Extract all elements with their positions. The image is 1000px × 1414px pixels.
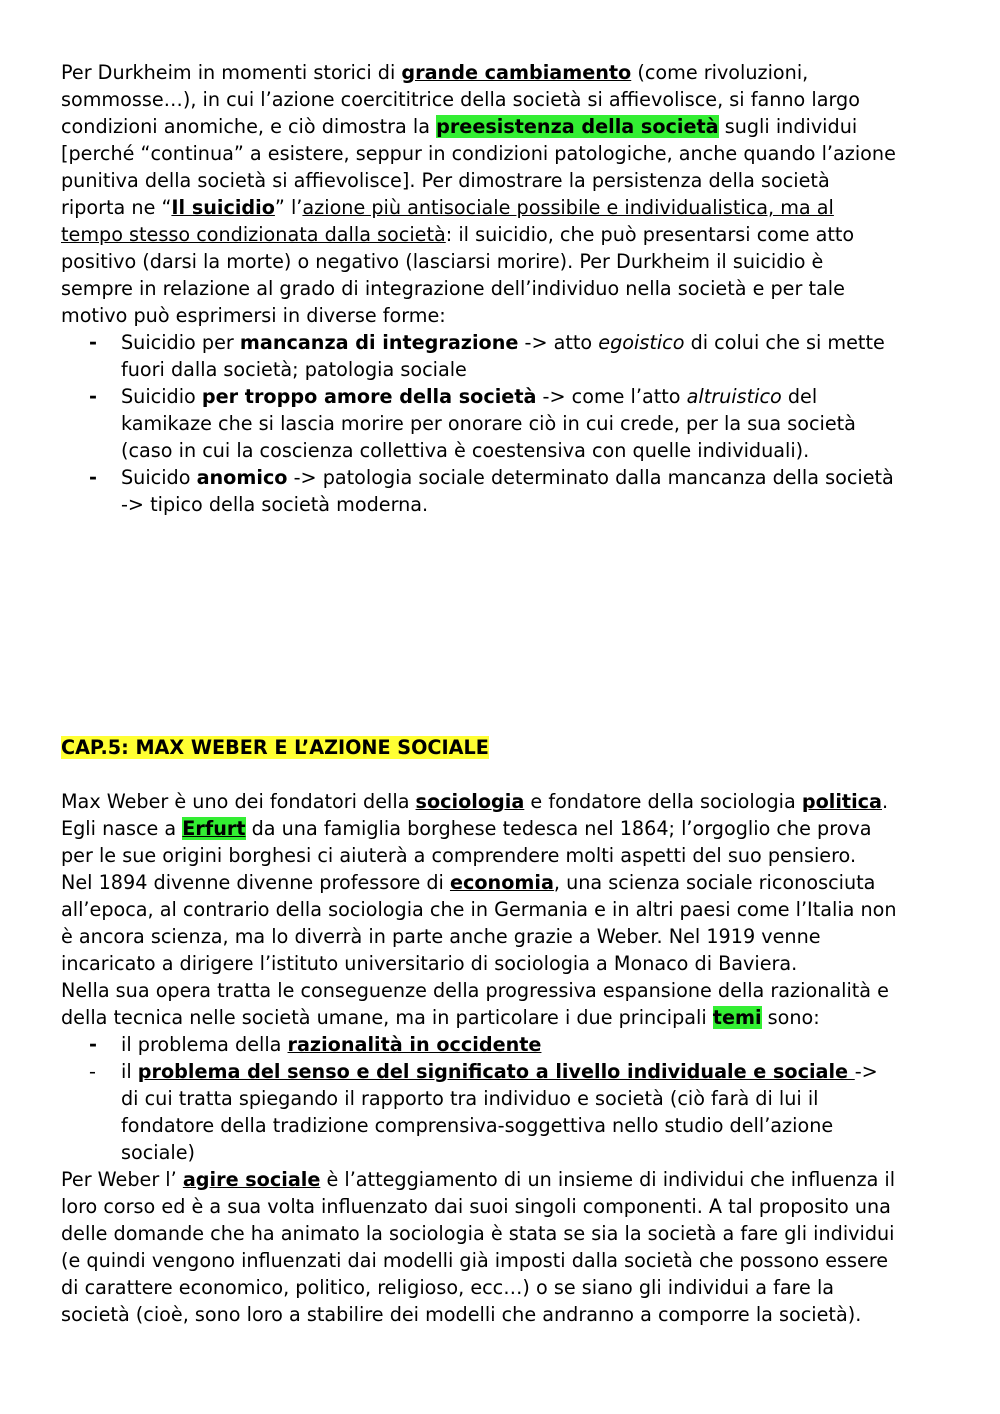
text-line: è ancora scienza, ma lo diverrà in parte anche grazie a Weber. Nel 1919 venne	[61, 925, 821, 948]
text-line	[61, 1004, 946, 1031]
text-line: positivo (darsi la morte) o negativo (lasciarsi morire). Per Durkheim il suicidio è	[61, 250, 824, 273]
italic-text: egoistico	[598, 331, 685, 354]
list-item	[61, 383, 946, 464]
text-line: di carattere economico, politico, religioso, ecc…) o se siano gli individui a fare la	[61, 1276, 835, 1299]
text-line	[121, 1031, 946, 1058]
text: il problema della	[121, 1033, 288, 1056]
underlined-text: azione più antisociale possibile e individualistica, ma al	[302, 196, 834, 219]
emphasis-economia: economia	[449, 871, 554, 894]
chapter-heading	[61, 734, 946, 761]
text-line: sommosse…), in cui l’azione coercititrice della società si affievolisce, si fanno largo	[61, 88, 860, 111]
text: ” l’	[274, 196, 303, 219]
text: -> come l’atto	[536, 385, 687, 408]
bullet-marker: -	[89, 331, 97, 354]
text-line	[61, 815, 946, 842]
paragraph-agire-sociale	[61, 1166, 946, 1328]
chapter-title: CAP.5: MAX WEBER E L’AZIONE SOCIALE	[61, 736, 489, 759]
paragraph-durkheim	[61, 59, 946, 329]
emphasis-razionalita: razionalità in occidente	[287, 1033, 542, 1056]
text: Suicidio	[121, 385, 202, 408]
text-line	[61, 869, 946, 896]
text: Suicidio per	[121, 331, 240, 354]
text-line: motivo può esprimersi in diverse forme:	[61, 304, 446, 327]
text: Egli nasce a	[61, 817, 183, 840]
emphasis-il-suicidio: Il suicidio	[171, 196, 275, 219]
text-line: (e quindi vengono influenzati dai modelli già imposti dalla società che possono essere	[61, 1249, 889, 1272]
text: condizioni anomiche, e ciò dimostra la	[61, 115, 437, 138]
list-item	[61, 1058, 946, 1166]
text-line	[121, 464, 946, 491]
italic-text: altruistico	[686, 385, 782, 408]
text-line: Nella sua opera tratta le conseguenze della progressiva espansione della razionalità e	[61, 979, 889, 1002]
text-line	[61, 1166, 946, 1193]
durkheim-section	[61, 59, 946, 518]
text-line	[61, 194, 946, 221]
text-line: fuori dalla società; patologia sociale	[121, 358, 467, 381]
text-line: -> tipico della società moderna.	[121, 493, 429, 516]
bold-text: mancanza di integrazione	[239, 331, 519, 354]
text: -> atto	[518, 331, 599, 354]
text: del	[781, 385, 818, 408]
text: .	[882, 790, 889, 813]
list-item	[61, 329, 946, 383]
text: (come rivoluzioni,	[631, 61, 809, 84]
bullet-marker: -	[89, 1033, 97, 1056]
text-line: sociale)	[121, 1141, 195, 1164]
bullet-marker: -	[89, 1060, 96, 1083]
text-line	[61, 59, 946, 86]
text-line	[61, 788, 946, 815]
text: di colui che si mette	[684, 331, 885, 354]
bullet-marker: -	[89, 385, 97, 408]
text: è l’atteggiamento di un insieme di individui che influenza il	[320, 1168, 896, 1191]
highlight-temi: temi	[712, 1006, 762, 1029]
list-item	[61, 1031, 946, 1058]
text: sugli individui	[718, 115, 858, 138]
weber-themes-list	[61, 1031, 946, 1166]
bullet-marker: -	[89, 466, 97, 489]
text: Suicido	[121, 466, 197, 489]
text-line: punitiva della società si affievolisce]. Per dimostrare la persistenza della società	[61, 169, 830, 192]
text: -> patologia sociale determinato dalla mancanza della società	[287, 466, 894, 489]
text-line: (caso in cui la coscienza collettiva è coestensiva con quelle individuali).	[121, 439, 810, 462]
text: Max Weber è uno dei fondatori della	[61, 790, 416, 813]
text-line: incaricato a dirigere l’istituto universitario di sociologia a Monaco di Baviera.	[61, 952, 798, 975]
text-line: all’epoca, al contrario della sociologia che in Germania e in altri paesi come l’Italia non	[61, 898, 897, 921]
weber-section	[61, 788, 946, 1328]
text-line: società (cioè, sono loro a stabilire dei modelli che andranno a comporre la società).	[61, 1303, 862, 1326]
text: sono:	[761, 1006, 820, 1029]
text-line: di cui tratta spiegando il rapporto tra individuo e società (ciò farà di lui il	[121, 1087, 819, 1110]
text: Per Weber l’	[61, 1168, 183, 1191]
text: , una scienza sociale riconosciuta	[553, 871, 876, 894]
emphasis-grande-cambiamento: grande cambiamento	[401, 61, 632, 84]
bold-text: anomico	[196, 466, 288, 489]
text-line: kamikaze che si lascia morire per onorare ciò in cui crede, per la sua società	[121, 412, 856, 435]
emphasis-problema-senso: problema del senso e del significato a livello individuale e sociale	[137, 1060, 855, 1083]
list-item	[61, 464, 946, 518]
emphasis-politica: politica	[801, 790, 882, 813]
text: : il suicidio, che può presentarsi come atto	[445, 223, 855, 246]
text-line: loro corso ed è a sua volta influenzato dai suoi singoli componenti. A tal proposito una	[61, 1195, 891, 1218]
emphasis-sociologia: sociologia	[415, 790, 525, 813]
text-line	[121, 329, 946, 356]
text-line: [perché “continua” a esistere, seppur in condizioni patologiche, anche quando l’azione	[61, 142, 896, 165]
text: Nel 1894 divenne divenne professore di	[61, 871, 450, 894]
text: della tecnica nelle società umane, ma in particolare i due principali	[61, 1006, 713, 1029]
text-line: per le sue origini borghesi ci aiuterà a comprendere molti aspetti del suo pensiero.	[61, 844, 857, 867]
text: il	[121, 1060, 138, 1083]
text-line	[121, 1058, 946, 1085]
bold-text: per troppo amore della società	[201, 385, 537, 408]
suicide-types-list	[61, 329, 946, 518]
text-line: sempre in relazione al grado di integrazione dell’individuo nella società e per tale	[61, 277, 845, 300]
text-line	[61, 113, 946, 140]
highlight-erfurt: Erfurt	[182, 817, 246, 840]
text: riporta ne “	[61, 196, 172, 219]
paragraph-weber-intro	[61, 788, 946, 1031]
text-line	[61, 221, 946, 248]
underlined-text: tempo stesso condizionata dalla società	[61, 223, 446, 246]
emphasis-agire-sociale: agire sociale	[182, 1168, 321, 1191]
text: e fondatore della sociologia	[524, 790, 802, 813]
text-line	[121, 383, 946, 410]
text: ->	[854, 1060, 878, 1083]
text: Per Durkheim in momenti storici di	[61, 61, 402, 84]
highlight-preesistenza: preesistenza della società	[436, 115, 719, 138]
text: da una famiglia borghese tedesca nel 1864; l’orgoglio che prova	[245, 817, 872, 840]
text-line: fondatore della tradizione comprensiva-soggettiva nello studio dell’azione	[121, 1114, 834, 1137]
text-line: delle domande che ha animato la sociologia è stata se sia la società a fare gli individui	[61, 1222, 895, 1245]
